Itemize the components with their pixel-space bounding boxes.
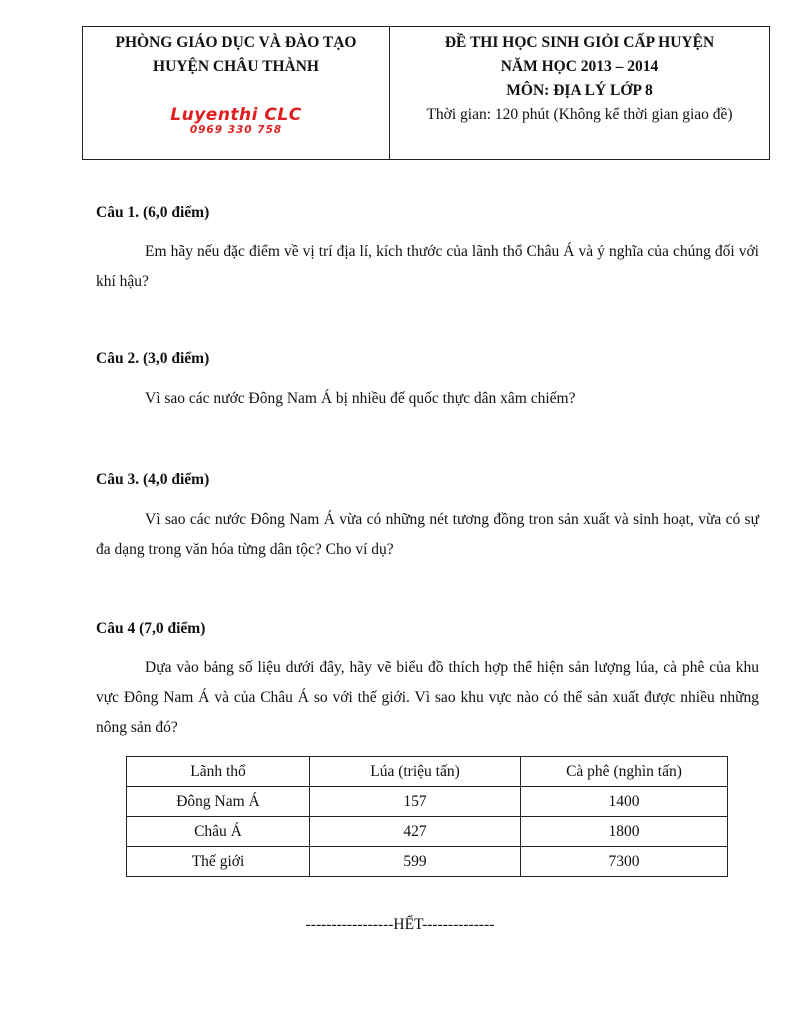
header-cell-territory: Lãnh thổ (127, 757, 310, 787)
question-3-title: Câu 3. (4,0 điểm) (96, 471, 210, 488)
logo (83, 107, 389, 136)
table-cell: Đông Nam Á (127, 787, 310, 817)
time-limit: Thời gian: 120 phút (Không kể thời gian giao đề) (426, 106, 733, 123)
table-cell: 1400 (521, 787, 728, 817)
exam-header (82, 26, 770, 160)
production-table (126, 756, 728, 877)
question-1-title: Câu 1. (6,0 điểm) (96, 204, 210, 221)
table-cell: 599 (310, 847, 521, 877)
header-left (83, 27, 390, 159)
district-name: HUYỆN CHÂU THÀNH (153, 58, 319, 75)
exam-title: ĐỀ THI HỌC SINH GIỎI CẤP HUYỆN (444, 34, 715, 51)
table-row (127, 847, 728, 877)
end-marker: -----------------HẾT-------------- (305, 916, 495, 933)
table-row (127, 817, 728, 847)
question-2-text: Vì sao các nước Đông Nam Á bị nhiều đế quốc thực dân xâm chiếm? (145, 390, 576, 407)
question-2-title: Câu 2. (3,0 điểm) (96, 350, 210, 367)
table-cell: 1800 (521, 817, 728, 847)
logo-phone: 0969 330 758 (189, 124, 283, 136)
table-cell: 7300 (521, 847, 728, 877)
subject: MÔN: ĐỊA LÝ LỚP 8 (506, 82, 653, 99)
logo-name: Luyenthi CLC (170, 105, 302, 125)
header-right (390, 27, 769, 159)
table-header-row (127, 757, 728, 787)
question-4-text: Dựa vào bảng số liệu dưới đây, hãy vẽ biểu đồ thích hợp thể hiện sản lượng lúa, cà phê của khu vực Đông Nam Á và của Châu Á so với thế giới. Vì sao khu vực nào có thể sản xuất được nhiều những nông sản đó? (96, 659, 759, 736)
school-year: NĂM HỌC 2013 – 2014 (500, 58, 659, 75)
department-name: PHÒNG GIÁO DỤC VÀ ĐÀO TẠO (115, 34, 357, 51)
table-cell: Thế giới (127, 847, 310, 877)
question-1-text: Em hãy nếu đặc điểm về vị trí địa lí, kích thước của lãnh thổ Châu Á và ý nghĩa của chúng đối với khí hậu? (96, 243, 759, 290)
question-4-title: Câu 4 (7,0 điểm) (96, 620, 206, 637)
table-cell: Châu Á (127, 817, 310, 847)
table-row (127, 787, 728, 817)
header-cell-coffee: Cà phê (nghìn tấn) (521, 757, 728, 787)
table-cell: 157 (310, 787, 521, 817)
question-3-text: Vì sao các nước Đông Nam Á vừa có những nét tương đồng tron sản xuất và sinh hoạt, vừa có sự đa dạng trong văn hóa từng dân tộc? Cho ví dụ? (96, 511, 759, 558)
header-cell-rice: Lúa (triệu tấn) (310, 757, 521, 787)
table-cell: 427 (310, 817, 521, 847)
